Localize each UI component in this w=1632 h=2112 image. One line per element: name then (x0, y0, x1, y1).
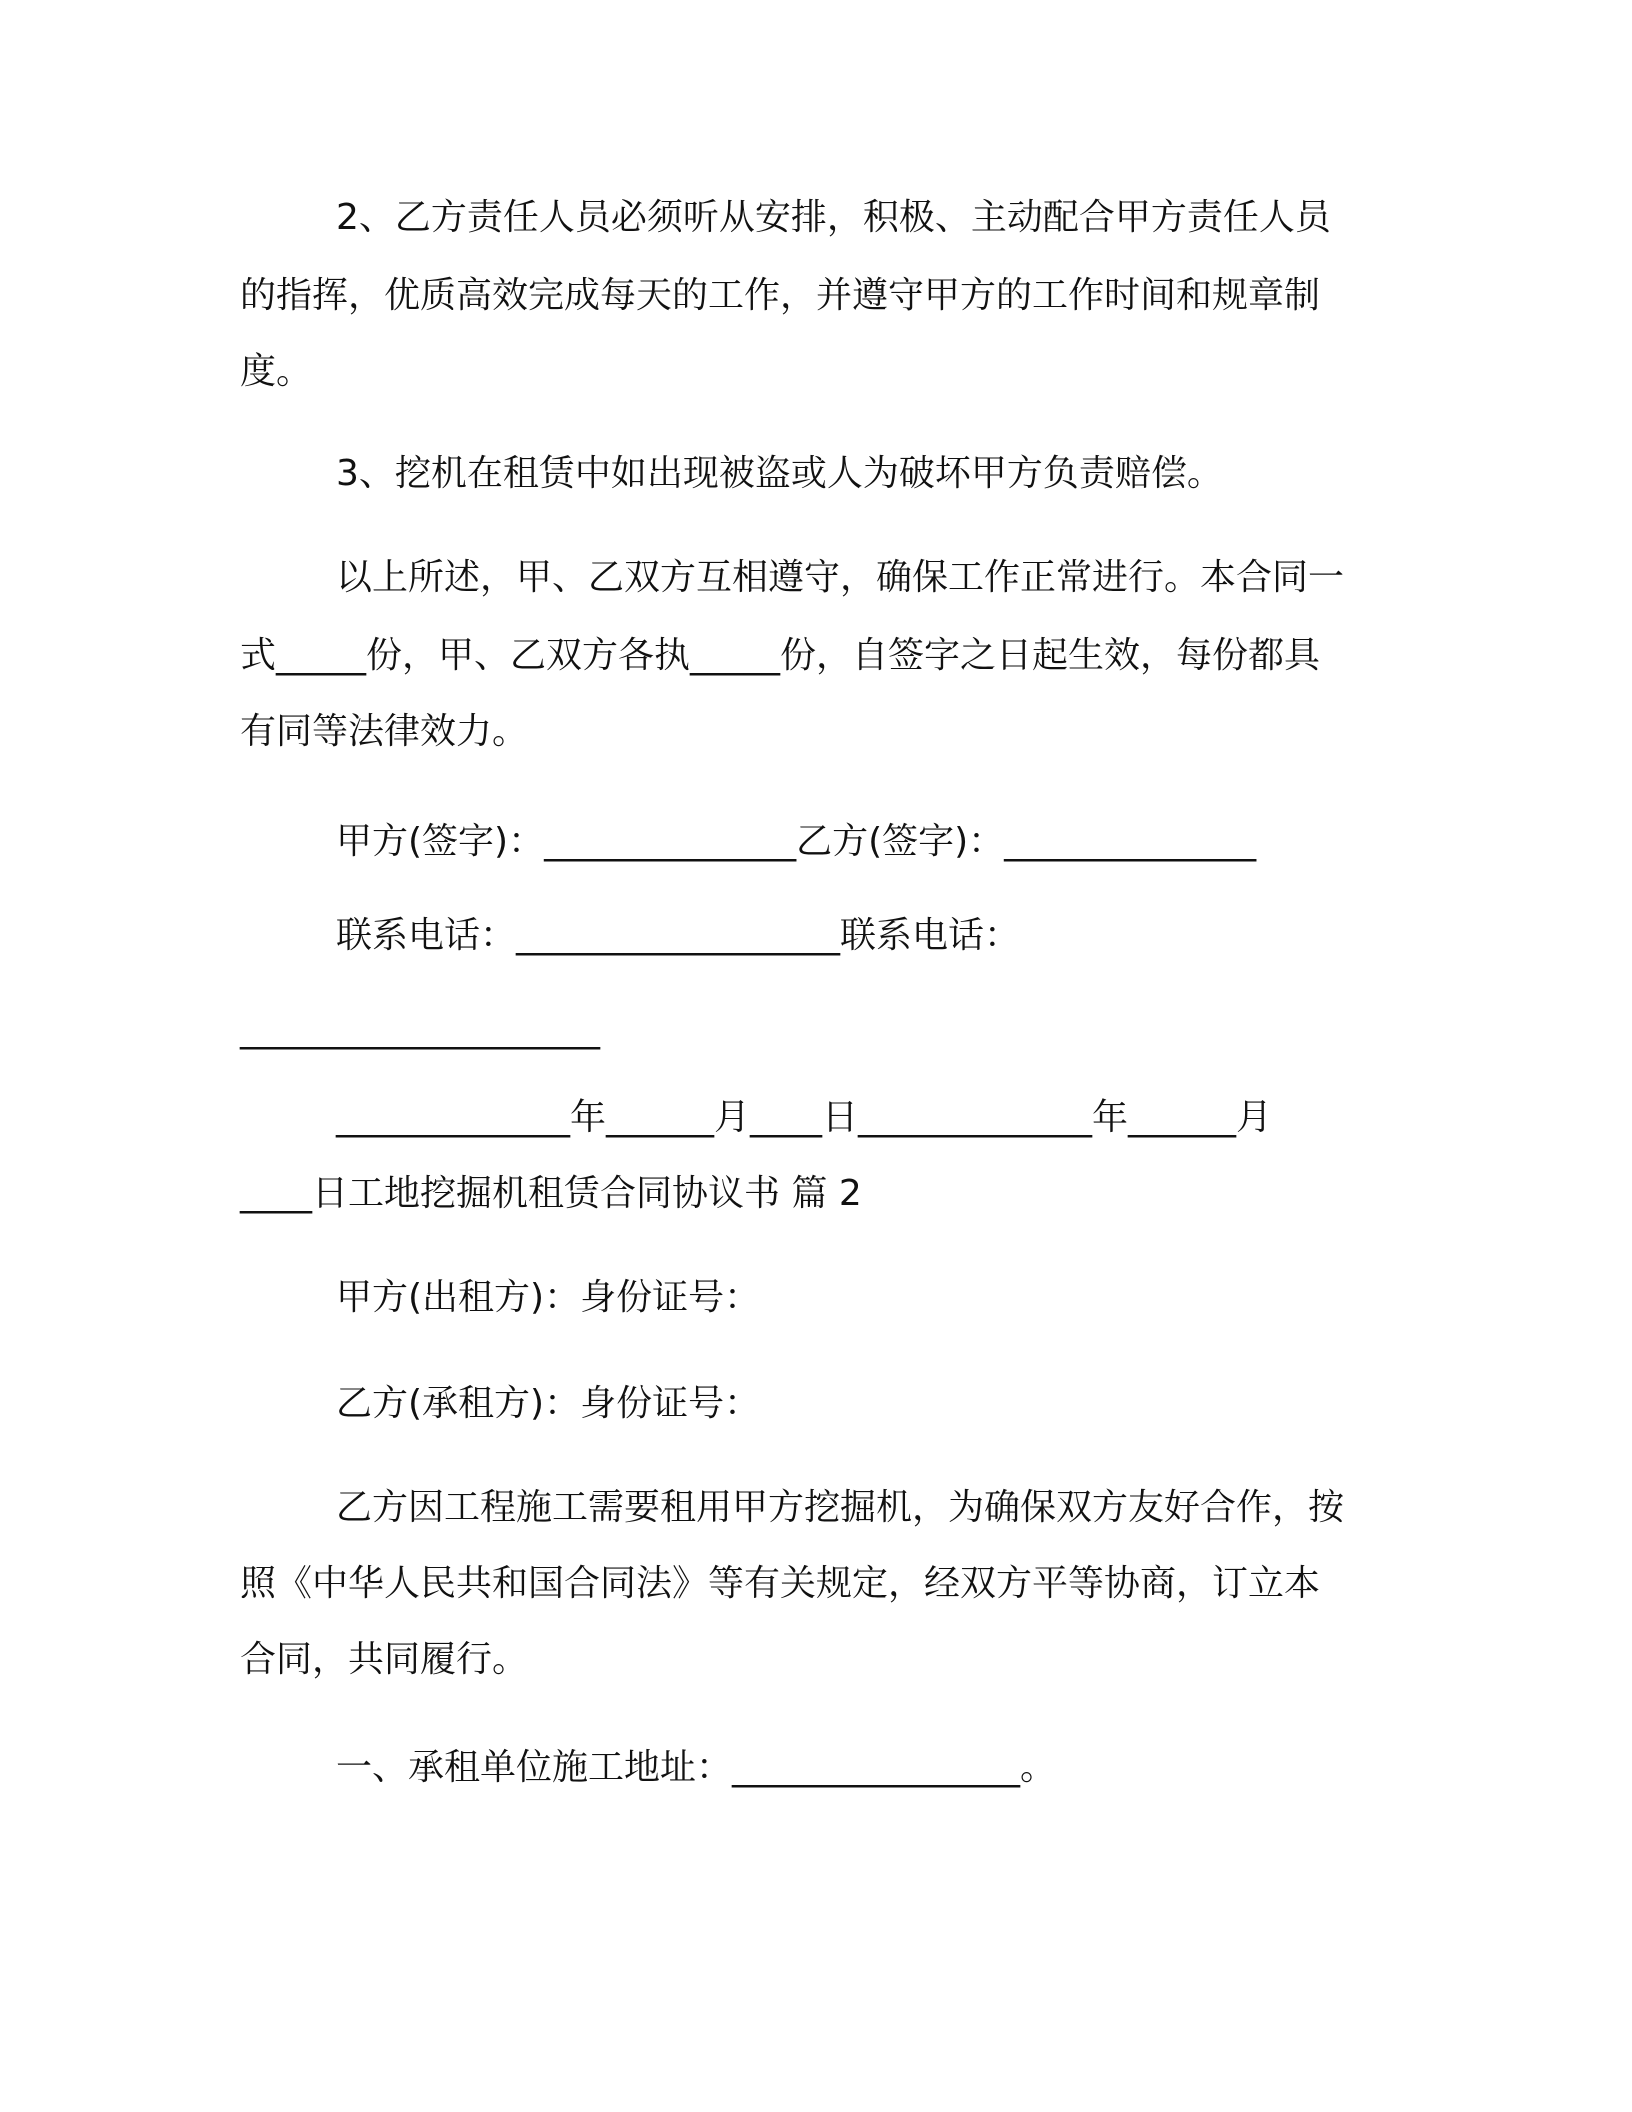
clause-3: 3、挖机在租赁中如出现被盗或人为破坏甲方负责赔偿。 (336, 453, 1223, 494)
preamble-line-1: 乙方因工程施工需要租用甲方挖掘机，为确保双方友好合作，按 (336, 1487, 1345, 1528)
signature-line: 甲方(签字)：______________乙方(签字)：______________ (336, 821, 1257, 862)
phone-line: 联系电话：__________________联系电话： (336, 915, 1021, 956)
clause-2-line-1: 2、乙方责任人员必须听从安排，积极、主动配合甲方责任人员 (336, 197, 1331, 238)
party-b-line: 乙方(承租方)：身份证号： (336, 1383, 761, 1424)
clause-2-line-3: 度。 (240, 351, 313, 392)
date-and-heading-line: ____日工地挖掘机租赁合同协议书 篇 2 (240, 1173, 862, 1214)
date-line: _____________年______月____日_____________年______月 (336, 1097, 1272, 1138)
party-a-line: 甲方(出租方)：身份证号： (336, 1277, 761, 1318)
clause-1-address: 一、承租单位施工地址：________________。 (336, 1747, 1057, 1788)
preamble-line-3: 合同，共同履行。 (240, 1639, 529, 1680)
preamble-line-2: 照《中华人民共和国合同法》等有关规定，经双方平等协商，订立本 (240, 1563, 1321, 1604)
summary-line-3: 有同等法律效力。 (240, 711, 529, 752)
clause-2-line-2: 的指挥，优质高效完成每天的工作，并遵守甲方的工作时间和规章制 (240, 275, 1321, 316)
phone-blank-line: ____________________ (240, 1009, 600, 1050)
summary-line-1: 以上所述，甲、乙双方互相遵守，确保工作正常进行。本合同一 (336, 557, 1345, 598)
summary-line-2: 式_____份，甲、乙双方各执_____份，自签字之日起生效，每份都具 (240, 635, 1321, 676)
